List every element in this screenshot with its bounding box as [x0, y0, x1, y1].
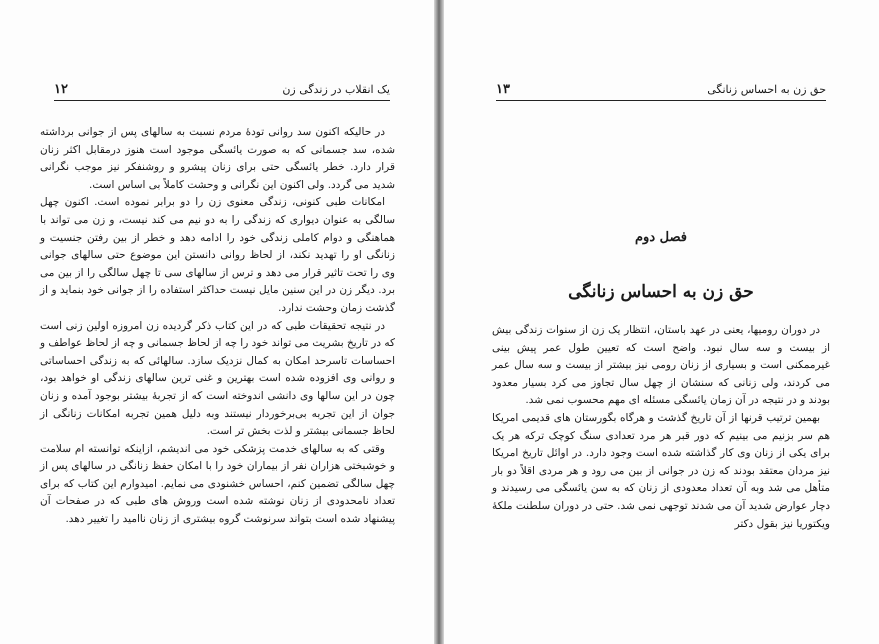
right-body-text: [492, 322, 830, 533]
right-page-number: ۱۳: [496, 81, 510, 97]
left-paragraph-1: در حالیکه اکنون سد روانی تودهٔ مردم نسبت به سالهای پس از جوانی برداشته شده، سد جسمانی که به صورت یائسگی موجود است هنوز درمقابل اکثر زنان قرار دارد. خطر یائسگی حتی برای زنان پیشرو و روشنفکر نیز موجب نگرانی شدید می گردد. ولی اکنون این نگرانی و وحشت کاملاً بی اساس است.: [40, 126, 395, 191]
right-page-header: [496, 80, 826, 98]
chapter-label: فصل دوم: [635, 230, 687, 245]
left-paragraph-2: امکانات طبی کنونی، زندگی معنوی زن را دو برابر نموده است. اکنون چهل سالگی به عنوان دیواری که زندگی را به دو نیم می کند نیست، و زن می تواند با هماهنگی و دوام کاملی زندگی خود را ادامه دهد و خطر از بین رفتن جنسیت و زنانگی او را تهدید نکند، از لحاظ روانی دانستن این موضوع حتی سالهای جوانی وی را تحت تاثیر قرار می دهد و ترس از سالهای سی تا چهل سالگی را از بین می برد. دیگر زن در این سنین مایل نیست حداکثر استفاده را از جوانی خود بنماید و از گذشت زمان وحشت ندارد.: [40, 196, 395, 314]
left-page-header: [54, 80, 390, 98]
right-header-rule: [496, 100, 826, 101]
right-running-head: حق زن به احساس زنانگی: [707, 82, 826, 96]
chapter-title: حق زن به احساس زنانگی: [568, 282, 754, 302]
left-body-text: [40, 124, 395, 529]
left-page-number: ۱۲: [54, 81, 68, 97]
left-running-head: یک انقلاب در زندگی زن: [282, 82, 390, 96]
right-page: [444, 0, 879, 644]
left-paragraph-3: در نتیجه تحقیقات طبی که در این کتاب ذکر گردیده زن امروزه اولین زنی است که در تاریخ بشریت می تواند خود را چه از لحاظ جسمانی و چه از لحاظ عواطف و احساسات تاسرحد امکان به کمال نزدیک سازد. سالهائی که به زندگی احساساتی و روانی وی افزوده شده است بهترین و غنی ترین سالهای زندگی او خواهد بود، چون در این سالها وی دانشی اندوخته است که از تجربهٔ بیشتر بوجود آمده و زنان جوان از این تجربه بی‌برخوردار نیستند وبه دلیل همین تجربه امکانات زنانگی از لحاظ جسمانی بیشتر و لذت بخش تر است.: [40, 319, 395, 438]
left-header-rule: [54, 100, 390, 101]
book-gutter: [434, 0, 444, 644]
left-page: [0, 0, 434, 644]
right-paragraph-1: در دوران رومیها، یعنی در عهد باستان، انتظار یک زن از سنوات زندگی بیش از بیست و سه سال نبود. واضح است که تعیین طول عمر پیش بینی غیرممکنی است و بسیاری از زنان رومی نیز بیشتر از بیست و سه سال عمر می کردند، ولی زنانی که سنشان از چهل سال تجاوز می کرد بسیار معدود بودند و در نتیجه در آن زمان یائسگی مسئله ای مهم محسوب نمی شد.: [492, 324, 830, 407]
left-paragraph-4: وقتی که به سالهای خدمت پزشکی خود می اندیشم، ازاینکه توانسته ام سلامت و خوشبختی هزاران نفر از بیماران خود را با امکان حفظ زنانگی در سالهای پس از چهل سالگی تضمین کنم، احساس خشنودی می نمایم. امیدوارم این کتاب که برای تعداد نامحدودی از زنان نوشته شده است وروش های طبی که در صفحات آن پیشنهاد شده است بتواند سرنوشت گروه بیشتری از زنان ناامید را تغییر دهد.: [40, 442, 395, 526]
right-paragraph-2: بهمین ترتیب قرنها از آن تاریخ گذشت و هرگاه بگورستان های قدیمی امریکا هم سر بزنیم می بینیم که دور قبر هر مرد تعدادی سنگ کوچک ترکه هر یک برای یکی از زنان وی کار گذاشته شده است وجود دارد. در اوائل تاریخ امریکا نیز مردان معتقد بودند که زن در جوانی از بین می رود و هر مردی اقلاً دو بار متأهل می شد وبه آن تعداد معدودی از زنان که به سن یائسگی می رسیدند و دچار عوارض شدید آن می شدند توجهی نمی شد. حتی در دوران سلطنت ملکهٔ ویکتوریا نیز بقول دکتر: [491, 411, 830, 530]
